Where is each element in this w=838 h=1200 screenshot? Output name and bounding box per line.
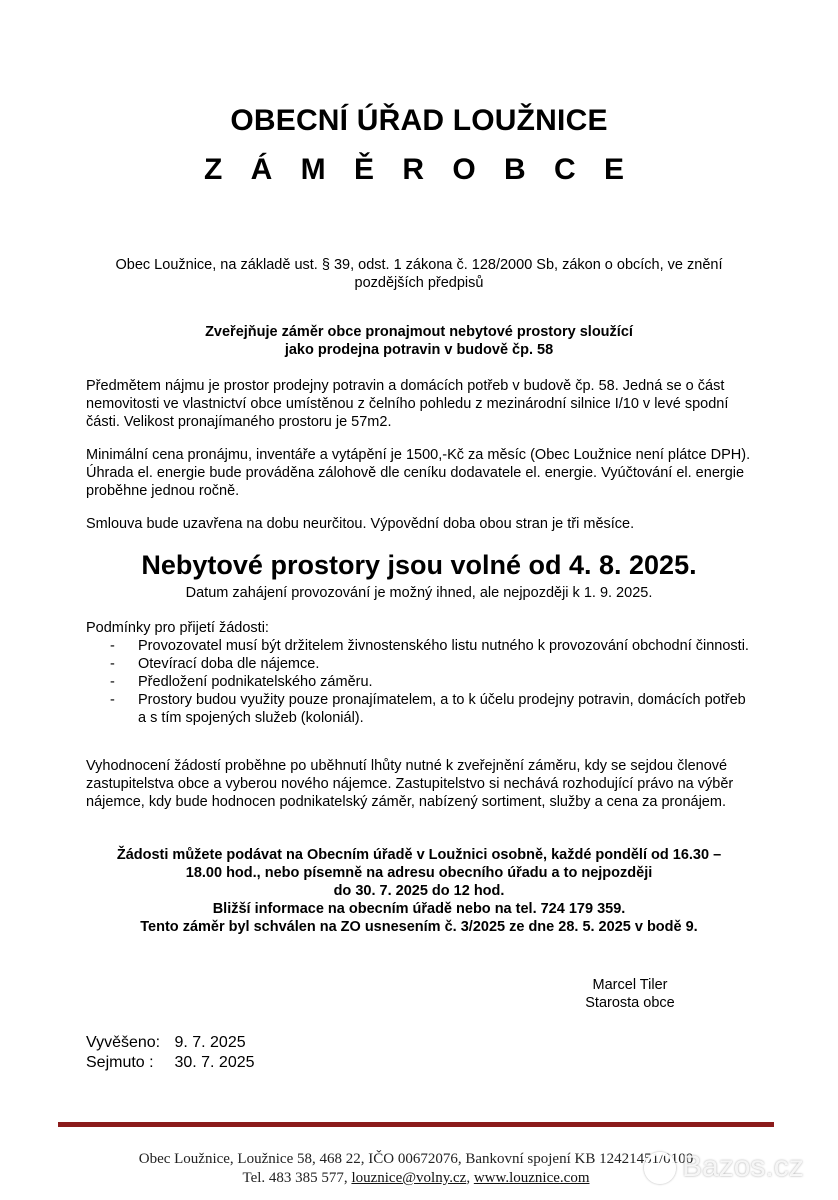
conditions-label: Podmínky pro přijetí žádosti: (86, 620, 269, 636)
signature-role: Starosta obce (585, 995, 675, 1011)
subject-paragraph: Předmětem nájmu je prostor prodejny potravin a domácích potřeb v budově čp. 58. Jedná se o část nemovitosti ve vlastnictví obce umístěnou z čelního pohledu z mezinárodní silnice I/10 v levé spodní části. Velikost pronajímaného prostoru je 57m2. (86, 378, 729, 430)
condition-text: Předložení podnikatelského záměru. (138, 674, 373, 690)
condition-text: Prostory budou využity pouze pronajímatelem, a to k účelu prodejny potravin, domácích potřeb a s tím spojených služeb (koloniál). (138, 692, 746, 726)
dash-bullet: - (110, 692, 115, 708)
evaluation-paragraph: Vyhodnocení žádostí proběhne po uběhnutí lhůty nutné k zveřejnění záměru, kdy se sejdou členové zastupitelstva obce a vyberou nového nájemce. Zastupitelstvo si nechává rozhodující právo na výběr nájemce, kdy bude hodnocen podnikatelský záměr, nabízený sortiment, služby a cena za pronájem. (86, 758, 734, 810)
posted-date (86, 1033, 246, 1053)
footer-email-link[interactable]: louznice@volny.cz (351, 1170, 467, 1186)
list-item (110, 655, 750, 673)
dash-bullet: - (110, 656, 115, 672)
footer-separator: , (466, 1170, 474, 1186)
price-paragraph: Minimální cena pronájmu, inventáře a vytápění je 1500,-Kč za měsíc (Obec Loužnice není plátce DPH). Úhrada el. energie bude prováděna zálohově dle ceníku dodavatele el. energie. Vyúčtování el. energie proběhne jednou ročně. (86, 447, 751, 499)
watermark-logo-icon (644, 1152, 676, 1184)
posted-value: 9. 7. 2025 (174, 1034, 246, 1051)
watermark-text: Bazos.cz (682, 1150, 804, 1183)
list-item (110, 637, 750, 655)
footer-divider (58, 1122, 774, 1127)
contract-paragraph: Smlouva bude uzavřena na dobu neurčitou. Výpovědní doba obou stran je tři měsíce. (86, 516, 635, 532)
contact-line: 18.00 hod., nebo písemně na adresu obecního úřadu a to nejpozději (185, 865, 653, 881)
contact-line: Tento záměr byl schválen na ZO usnesením č. 3/2025 ze dne 28. 5. 2025 v bodě 9. (140, 919, 698, 935)
signature-name: Marcel Tiler (592, 977, 668, 993)
office-title: OBECNÍ ÚŘAD LOUŽNICE (230, 104, 608, 137)
contact-line: do 30. 7. 2025 do 12 hod. (333, 883, 505, 899)
conditions-list (110, 637, 750, 727)
legal-basis: Obec Loužnice, na základě ust. § 39, odst. 1 zákona č. 128/2000 Sb, zákon o obcích, ve znění pozdějších předpisů (115, 257, 723, 291)
dash-bullet: - (110, 674, 115, 690)
footer-phone: Tel. 483 385 577, (242, 1170, 352, 1186)
announcement (90, 323, 748, 359)
announcement-line-2: jako prodejna potravin v budově čp. 58 (284, 342, 554, 358)
document-title: Z Á M Ě R O B C E (203, 153, 634, 186)
condition-text: Otevírací doba dle nájemce. (138, 656, 320, 672)
removed-value: 30. 7. 2025 (174, 1054, 255, 1071)
removed-label: Sejmuto : (86, 1054, 154, 1071)
condition-text: Provozovatel musí být držitelem živnostenského listu nutného k provozování obchodní činnosti. (138, 638, 749, 654)
removed-date (86, 1053, 255, 1073)
contact-block (90, 846, 748, 936)
footer-web-link[interactable]: www.louznice.com (473, 1170, 590, 1186)
watermark (644, 1150, 804, 1184)
posted-label: Vyvěšeno: (86, 1034, 161, 1051)
list-item (110, 691, 750, 727)
dash-bullet: - (110, 638, 115, 654)
contact-line: Žádosti můžete podávat na Obecním úřadě v Loužnici osobně, každé pondělí od 16.30 – (116, 847, 722, 863)
contact-line: Bližší informace na obecním úřadě nebo na tel. 724 179 359. (212, 901, 626, 917)
availability-subline: Datum zahájení provozování je možný ihned, ale nejpozději k 1. 9. 2025. (185, 585, 653, 601)
footer-address: Obec Loužnice, Loužnice 58, 468 22, IČO 00672076, Bankovní spojení KB 12421451/0100 (138, 1151, 694, 1167)
list-item (110, 673, 750, 691)
availability-headline: Nebytové prostory jsou volné od 4. 8. 2025. (141, 550, 697, 580)
announcement-line-1: Zveřejňuje záměr obce pronajmout nebytové prostory sloužící (205, 324, 633, 340)
